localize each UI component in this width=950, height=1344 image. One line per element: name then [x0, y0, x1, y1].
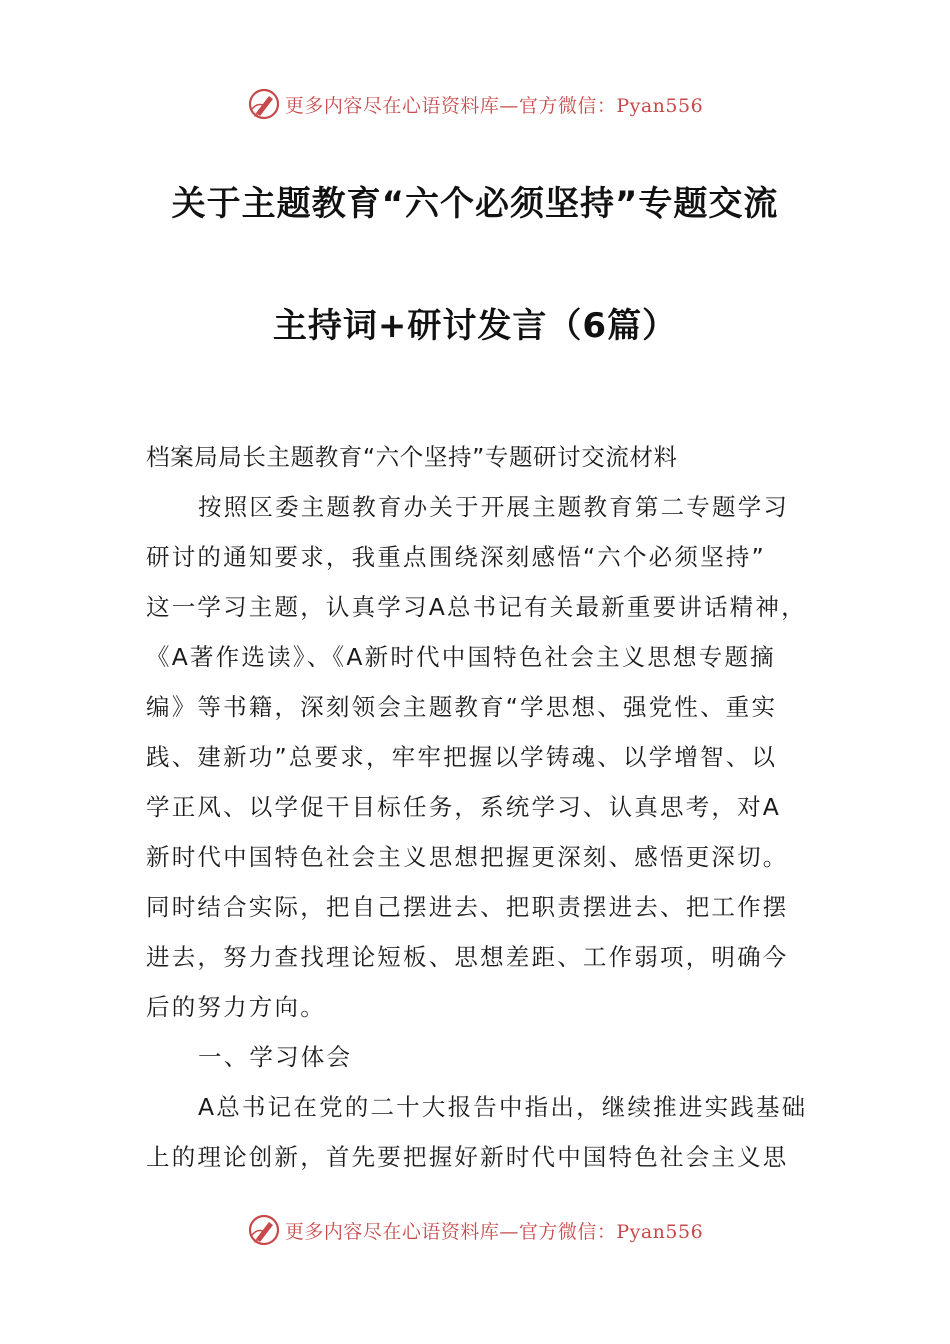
body-line: 编》等书籍，深刻领会主题教育“学思想、强党性、重实	[146, 693, 778, 721]
document-subtitle: 档案局局长主题教育“六个坚持”专题研讨交流材料	[146, 443, 678, 471]
watermark-separator: —	[499, 94, 519, 117]
body-line: 同时结合实际，把自己摆进去、把职责摆进去、把工作摆	[146, 893, 789, 921]
pen-logo-icon	[247, 1213, 281, 1247]
section-heading: 一、学习体会	[198, 1043, 353, 1071]
watermark-official: 官方微信：Pyan556	[518, 94, 704, 117]
watermark-official: 官方微信：Pyan556	[518, 1220, 704, 1243]
body-line: 新时代中国特色社会主义思想把握更深刻、感悟更深切。	[146, 843, 789, 871]
body-line: 进去，努力查找理论短板、思想差距、工作弱项，明确今	[146, 943, 789, 971]
body-line: 上的理论创新，首先要把握好新时代中国特色社会主义思	[146, 1143, 789, 1171]
body-line: 践、建新功”总要求，牢牢把握以学铸魂、以学增智、以	[146, 743, 778, 771]
watermark-text	[285, 1217, 703, 1244]
document-title-line-2: 主持词+研讨发言（6篇）	[272, 306, 678, 346]
watermark-main: 更多内容尽在心语资料库	[284, 1220, 500, 1243]
watermark-banner-bottom	[0, 1208, 950, 1252]
body-line: 学正风、以学促干目标任务，系统学习、认真思考，对A	[146, 793, 782, 821]
watermark-main: 更多内容尽在心语资料库	[284, 94, 500, 117]
body-line: 这一学习主题，认真学习A总书记有关最新重要讲话精神，	[146, 593, 807, 621]
watermark-separator: —	[499, 1220, 519, 1243]
document-title-line-1: 关于主题教育“六个必须坚持”专题交流	[171, 184, 779, 224]
body-line: 后的努力方向。	[146, 993, 326, 1021]
body-line: 按照区委主题教育办关于开展主题教育第二专题学习	[198, 493, 790, 521]
watermark-text	[285, 91, 703, 118]
body-line: 研讨的通知要求，我重点围绕深刻感悟“六个必须坚持”	[146, 543, 766, 571]
document-body	[146, 432, 816, 1182]
body-line: 《A著作选读》、《A新时代中国特色社会主义思想专题摘	[146, 643, 776, 671]
pen-logo-icon	[247, 87, 281, 121]
body-line: A总书记在党的二十大报告中指出，继续推进实践基础	[198, 1093, 808, 1121]
watermark-banner-top	[0, 82, 950, 126]
